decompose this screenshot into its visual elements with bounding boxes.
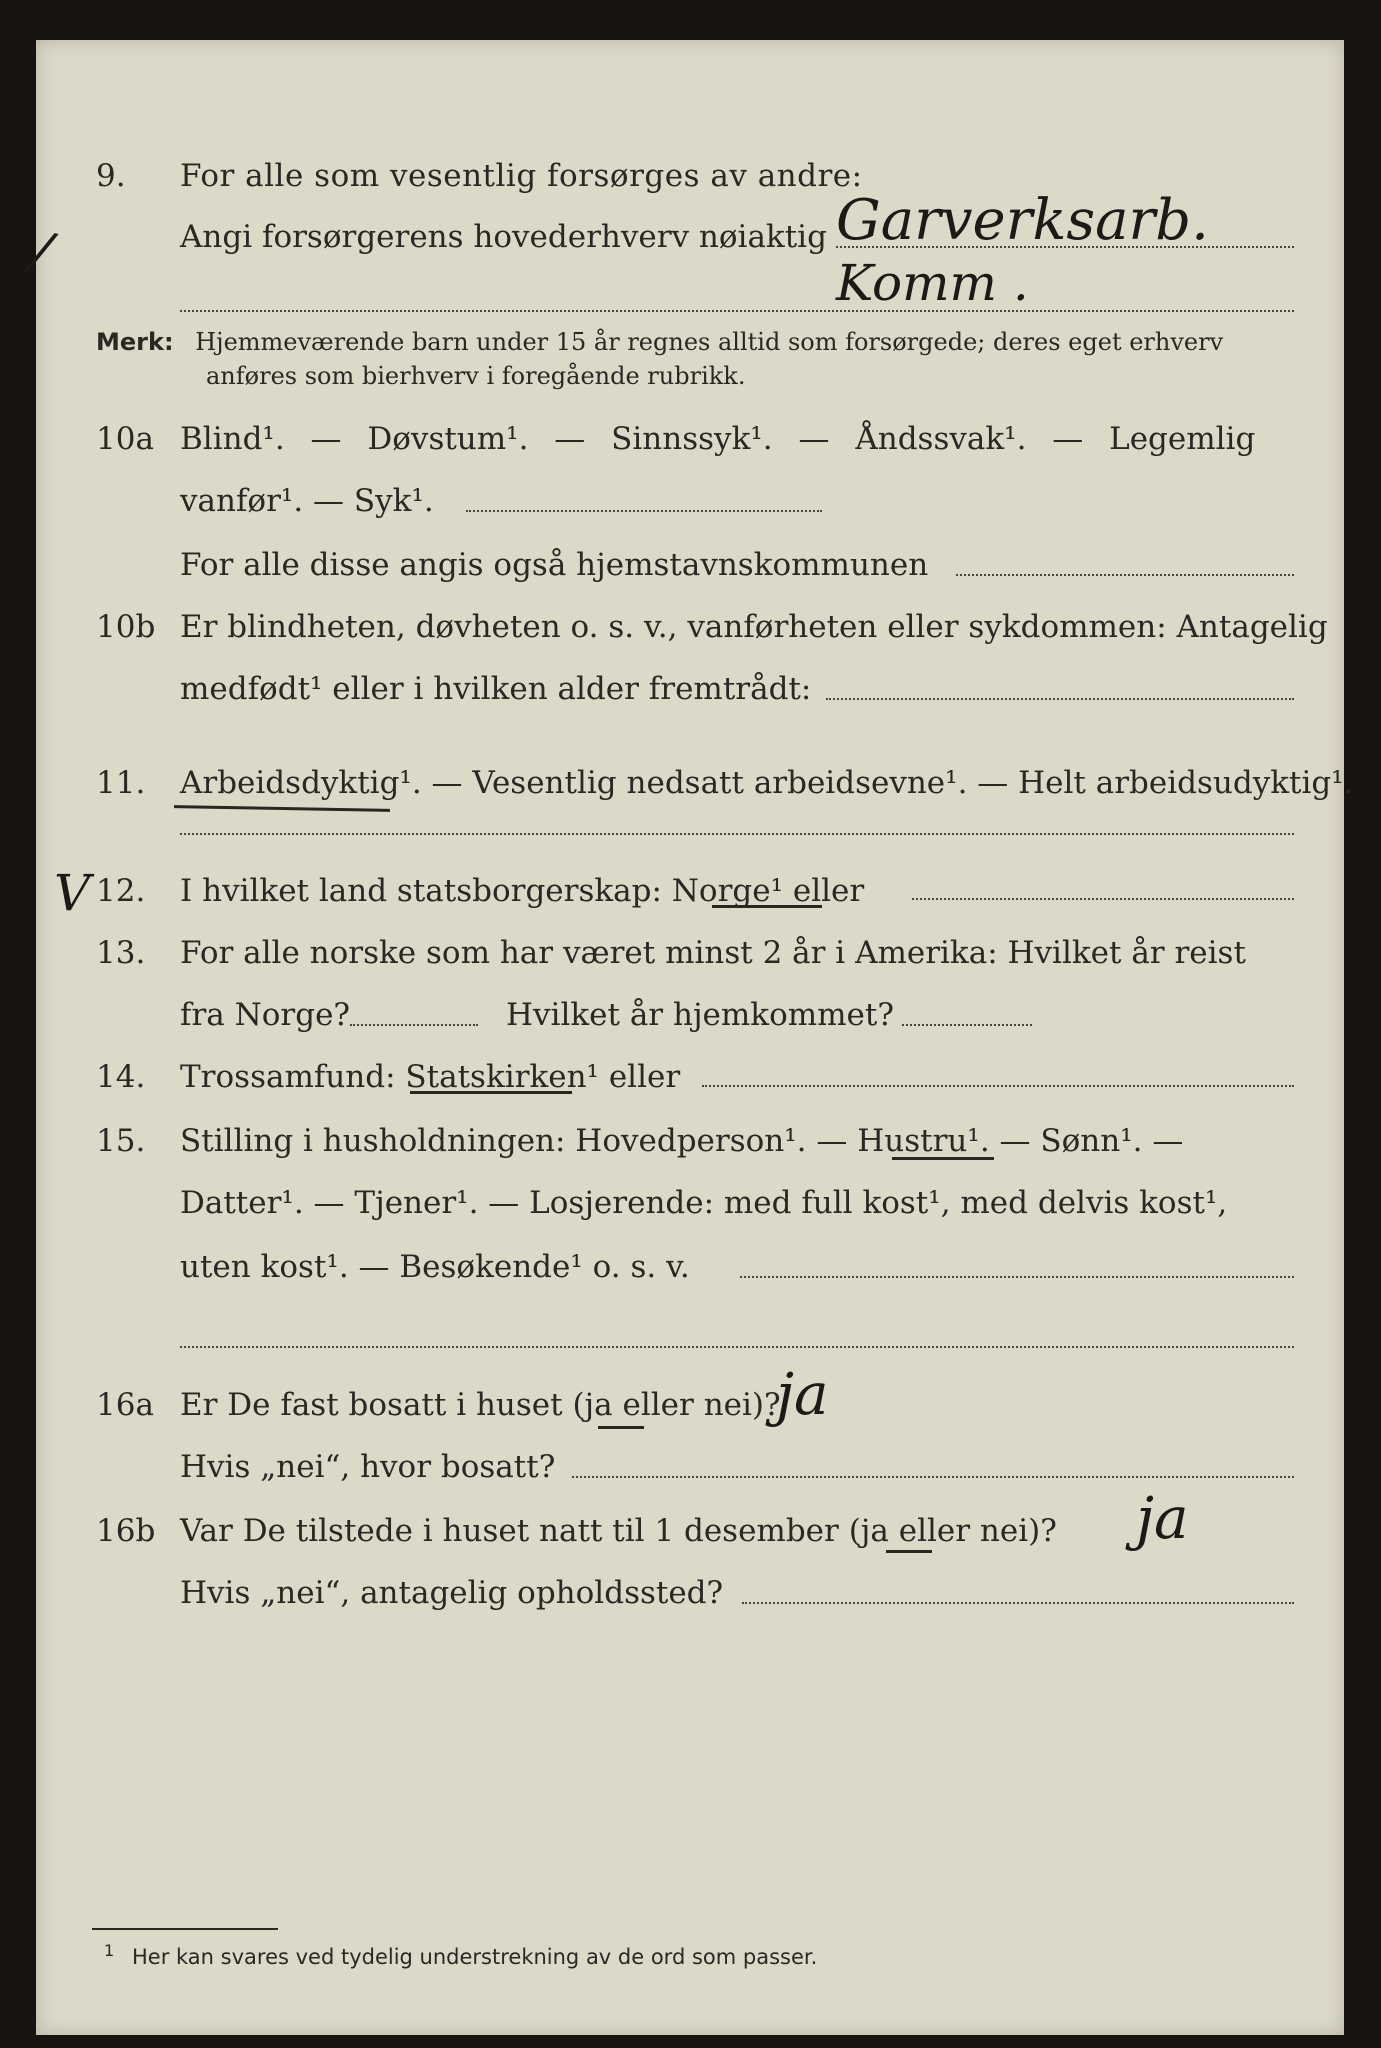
- q12-number: 12.: [96, 873, 146, 909]
- q10a-line1: [36, 414, 1344, 464]
- q10b-answer-line: [826, 698, 1294, 700]
- form-page: [25, 40, 1354, 2035]
- q14-answer-underline: [410, 1091, 572, 1094]
- q10b-number: 10b: [96, 609, 156, 645]
- q10b-text-2: medfødt¹ eller i hvilken alder fremtrådt:: [180, 671, 812, 707]
- q9-handwritten-occupation[interactable]: Garverksarb.: [836, 188, 1209, 253]
- q10a-line3: [36, 540, 1344, 590]
- q12-text-1: I hvilket land statsborgerskap: Norge¹ eller: [180, 873, 865, 909]
- q14-text-1: Trossamfund: Statskirken¹ eller: [180, 1059, 681, 1095]
- q16a-number: 16a: [96, 1387, 154, 1423]
- q9-text-1: For alle som vesentlig forsørges av andre:: [180, 158, 863, 194]
- q16b-line2: [36, 1568, 1344, 1618]
- q16a-answer-line: [572, 1476, 1294, 1478]
- q16a-line1: [36, 1380, 1344, 1430]
- q10a-hometown-line: [956, 574, 1294, 576]
- merk-note: [96, 324, 1223, 360]
- q9-number: 9.: [96, 158, 126, 194]
- q15-text-1: Stilling i husholdningen: Hovedperson¹. — Hustru¹. — Sønn¹. —: [180, 1123, 1184, 1159]
- merk-text-1: Hjemmeværende barn under 15 år regnes alltid som forsørgede; deres eget erhverv: [195, 328, 1224, 356]
- footnote-mark: 1: [104, 1941, 115, 1960]
- q15-answer-underline: [892, 1157, 994, 1160]
- q15-text-2: Datter¹. — Tjener¹. — Losjerende: med full kost¹, med delvis kost¹,: [180, 1185, 1228, 1221]
- q10a-text-1: Blind¹. — Døvstum¹. — Sinnssyk¹. — Åndssvak¹. — Legemlig: [180, 421, 1256, 457]
- q10a-number: 10a: [96, 421, 154, 457]
- q10a-text-3: For alle disse angis også hjemstavnskommunen: [180, 547, 929, 583]
- q9-handwritten-employer[interactable]: Komm .: [836, 254, 1029, 312]
- q15-answer-line: [740, 1276, 1294, 1278]
- q15-text-3: uten kost¹. — Besøkende¹ o. s. v.: [180, 1249, 690, 1285]
- q15-line1: [36, 1116, 1344, 1166]
- q10a-line2: [36, 476, 1344, 526]
- footnote: [104, 1941, 818, 1969]
- q15-number: 15.: [96, 1123, 146, 1159]
- q14-answer-line: [702, 1085, 1294, 1087]
- merk-text-2: anføres som bierhverv i foregående rubrikk.: [206, 362, 746, 390]
- q16a-handwritten-answer[interactable]: ja: [776, 1360, 829, 1428]
- q13-left-year-line: [350, 1024, 478, 1026]
- q10a-answer-line: [466, 510, 822, 512]
- q15-answer-line-2: [180, 1346, 1294, 1348]
- q13-line2: [36, 990, 1344, 1040]
- q15-line3: [36, 1242, 1344, 1292]
- q9-text-2: Angi forsørgerens hovederhverv nøiaktig: [180, 219, 827, 255]
- q16b-number: 16b: [96, 1513, 156, 1549]
- q12-answer-line: [912, 898, 1294, 900]
- q16b-text-2: Hvis „nei“, antagelig opholdssted?: [180, 1575, 724, 1611]
- q10a-text-2: vanfør¹. — Syk¹.: [180, 483, 434, 519]
- footnote-rule: [92, 1928, 278, 1930]
- q13-line1: [36, 928, 1344, 978]
- q16b-answer-underline: [886, 1550, 932, 1553]
- q16a-text-1: Er De fast bosatt i huset (ja eller nei)?: [180, 1387, 781, 1423]
- merk-label: Merk:: [96, 328, 174, 356]
- q15-line2: [36, 1178, 1344, 1228]
- q9-answer-line-2: [180, 310, 1294, 312]
- q16a-text-2: Hvis „nei“, hvor bosatt?: [180, 1449, 556, 1485]
- q13-text-2a: fra Norge?: [180, 997, 351, 1033]
- q10b-line2: [36, 664, 1344, 714]
- q11-answer-line: [180, 833, 1294, 835]
- checkmark-icon: /: [25, 218, 57, 285]
- q13-return-year-line: [902, 1024, 1032, 1026]
- checkmark-icon: V: [54, 864, 91, 922]
- q12-answer-underline: [712, 905, 822, 908]
- q10b-line1: [36, 602, 1344, 652]
- q14-line1: [36, 1052, 1344, 1102]
- q11-line1: [36, 758, 1354, 808]
- q16a-answer-underline: [598, 1426, 644, 1429]
- q16b-answer-line: [742, 1602, 1294, 1604]
- q12-line1: [36, 866, 1344, 916]
- q10b-text-1: Er blindheten, døvheten o. s. v., vanførheten eller sykdommen: Antagelig: [180, 609, 1328, 645]
- q16b-text-1: Var De tilstede i huset natt til 1 desember (ja eller nei)?: [180, 1513, 1057, 1549]
- q13-number: 13.: [96, 935, 146, 971]
- q13-text-2b: Hvilket år hjemkommet?: [506, 997, 894, 1033]
- q11-number: 11.: [96, 765, 146, 801]
- q14-number: 14.: [96, 1059, 146, 1095]
- footnote-text: Her kan svares ved tydelig understrekning av de ord som passer.: [132, 1945, 818, 1969]
- q13-text-1: For alle norske som har været minst 2 år i Amerika: Hvilket år reist: [180, 935, 1246, 971]
- q16b-handwritten-answer[interactable]: ja: [1136, 1484, 1189, 1552]
- q11-text-1: Arbeidsdyktig¹. — Vesentlig nedsatt arbeidsevne¹. — Helt arbeidsudyktig¹.: [180, 765, 1354, 801]
